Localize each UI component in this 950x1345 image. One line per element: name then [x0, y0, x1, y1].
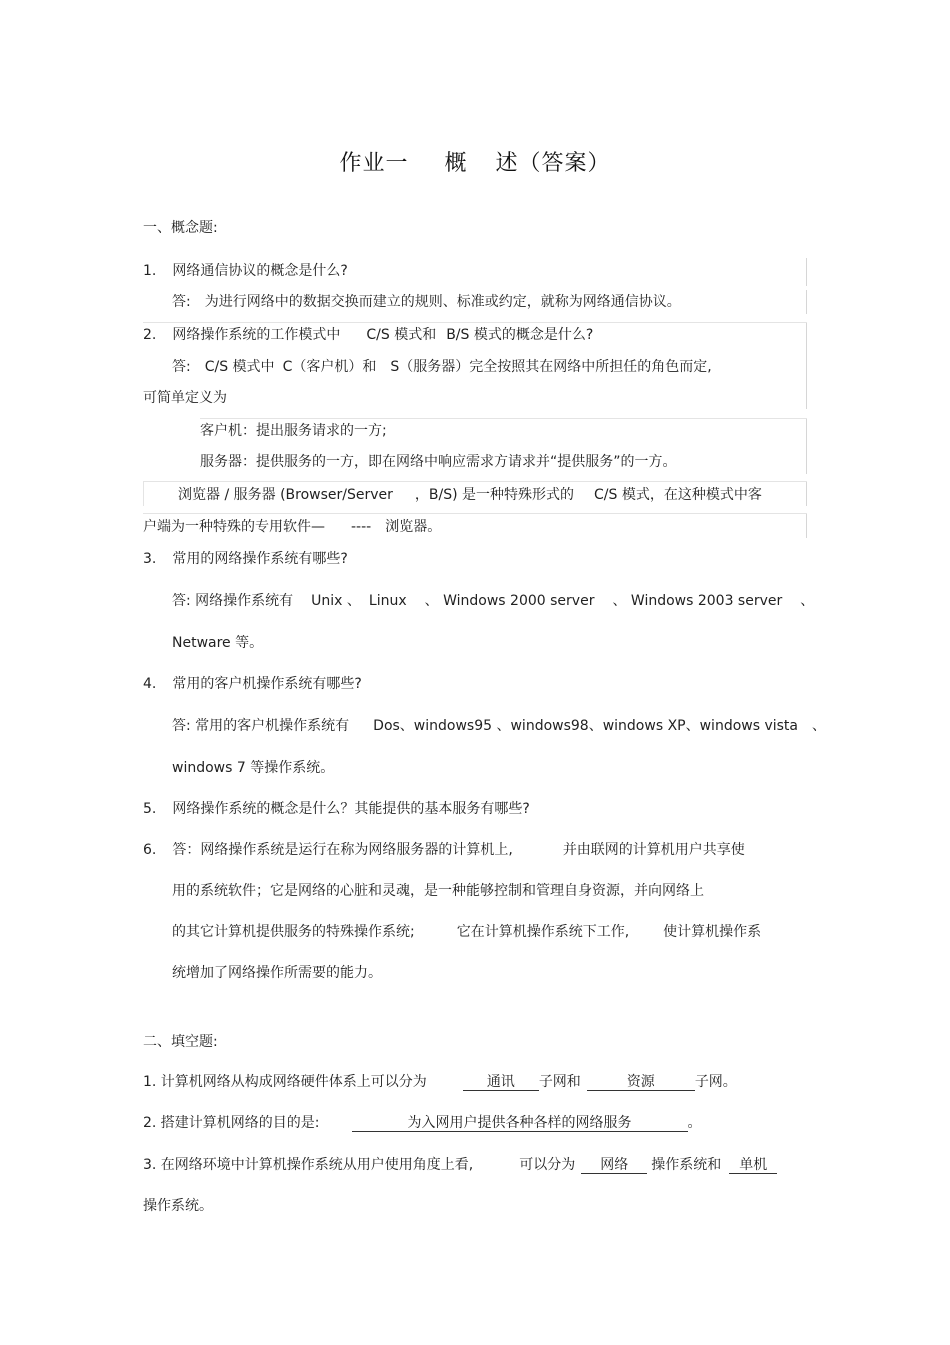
answer-2 [172, 358, 712, 376]
title-part-2: 概 [444, 151, 468, 176]
question-number: 3. [143, 551, 157, 567]
answer-text: C（客户机）和 [282, 359, 377, 375]
answer-prefix: 答: [172, 294, 191, 310]
fill-text: 操作系统和 [651, 1157, 722, 1173]
answer-text: Linux [368, 593, 407, 609]
fill-question-3-line-2: 操作系统。 [143, 1198, 213, 1214]
answer-text: 的其它计算机提供服务的特殊操作系统; [172, 924, 415, 940]
table-border [806, 419, 807, 474]
question-text: 常用的客户机操作系统有哪些? [172, 676, 362, 692]
fill-blank-answer: 资源 [587, 1074, 695, 1091]
bs-definition-line-2 [143, 518, 441, 536]
server-definition: 服务器：提供服务的一方，即在网络中响应需求方请求并“提供服务”的一方。 [200, 454, 677, 470]
bs-text: 户端为一种特殊的专用软件— [143, 519, 325, 535]
answer-text: 答: 网络操作系统有 [172, 593, 294, 609]
question-5 [143, 800, 530, 818]
fill-text: 子网和 [538, 1074, 581, 1090]
fill-text: 1. 计算机网络从构成网络硬件体系上可以分为 [143, 1074, 427, 1090]
table-border [806, 290, 807, 314]
section-2-heading: 二、填空题: [143, 1034, 218, 1050]
table-border [806, 482, 807, 506]
answer-text: 答：网络操作系统是运行在称为网络服务器的计算机上, [172, 842, 513, 858]
question-number: 6. [143, 842, 157, 858]
answer-text: S（服务器）完全按照其在网络中所担任的角色而定, [390, 359, 712, 375]
page-title [0, 150, 950, 178]
answer-3-line-2: Netware 等。 [172, 635, 264, 651]
question-text: 网络通信协议的概念是什么? [172, 263, 348, 279]
answer-text: 使计算机操作系 [663, 924, 762, 940]
question-number: 5. [143, 801, 157, 817]
answer-4 [172, 717, 826, 735]
answer-text: C/S 模式中 [204, 359, 275, 375]
answer-text: 它在计算机操作系统下工作, [456, 924, 630, 940]
fill-blank-answer: 单机 [729, 1157, 777, 1174]
question-text: 网络操作系统的概念是什么？其能提供的基本服务有哪些? [172, 801, 530, 817]
table-border [143, 481, 807, 482]
question-number: 4. [143, 676, 157, 692]
fill-text: 3. 在网络环境中计算机操作系统从用户使用角度上看, [143, 1157, 474, 1173]
answer-4-line-2: windows 7 等操作系统。 [172, 760, 335, 776]
bs-definition [178, 486, 762, 504]
question-text: 网络操作系统的工作模式中 [172, 327, 341, 343]
table-border [806, 323, 807, 409]
table-border [200, 418, 807, 419]
bs-text: 浏览器 / 服务器 (Browser/Server [178, 487, 393, 503]
answer-text: 、 Windows 2003 server [612, 593, 783, 609]
answer-text: Dos、windows95 、windows98、windows XP、windows vista [373, 718, 798, 734]
bs-text: ---- [351, 519, 372, 535]
answer-text: 答: 常用的客户机操作系统有 [172, 718, 350, 734]
answer-text: Unix 、 [311, 593, 361, 609]
answer-1 [172, 293, 681, 311]
answer-text: 、 Windows 2000 server [424, 593, 595, 609]
question-number: 2. [143, 327, 157, 343]
table-border [143, 513, 807, 514]
fill-text: 子网。 [694, 1074, 737, 1090]
bs-text: C/S 模式，在这种模式中客 [594, 487, 762, 503]
answer-3 [172, 592, 814, 610]
client-definition: 客户机：提出服务请求的一方; [200, 423, 387, 439]
table-border [806, 258, 807, 286]
fill-text: 可以分为 [519, 1157, 576, 1173]
table-border [143, 482, 144, 506]
answer-6-line-2: 用的系统软件；它是网络的心脏和灵魂，是一种能够控制和管理自身资源，并向网络上 [172, 883, 704, 899]
fill-text: 。 [687, 1115, 702, 1131]
fill-blank-answer: 网络 [581, 1157, 647, 1174]
question-1 [143, 262, 348, 280]
table-border [143, 322, 807, 323]
bs-text: 浏览器。 [385, 519, 442, 535]
title-part-3: 述（答案） [495, 151, 611, 176]
question-4 [143, 675, 362, 693]
fill-blank-answer: 为入网用户提供各种各样的网络服务 [352, 1115, 688, 1132]
question-text: C/S 模式和 [366, 327, 437, 343]
question-number: 1. [143, 263, 157, 279]
answer-prefix: 答: [172, 359, 191, 375]
answer-text: 、 [800, 593, 815, 609]
answer-text: 并由联网的计算机用户共享使 [562, 842, 745, 858]
answer-text: 为进行网络中的数据交换而建立的规则、标准或约定，就称为网络通信协议。 [204, 294, 681, 310]
bs-text: ，B/S) 是一种特殊形式的 [414, 487, 575, 503]
question-text: 常用的网络操作系统有哪些? [172, 551, 348, 567]
section-1-heading: 一、概念题: [143, 220, 218, 236]
answer-6-line-4: 统增加了网络操作所需要的能力。 [172, 965, 382, 981]
answer-text: 、 [812, 718, 826, 734]
fill-question-3 [143, 1156, 777, 1174]
answer-2-line-2: 可简单定义为 [143, 390, 227, 406]
answer-6-line-3 [172, 923, 761, 941]
fill-blank-answer: 通讯 [463, 1074, 539, 1091]
fill-text: 2. 搭建计算机网络的目的是: [143, 1115, 320, 1131]
question-6 [143, 841, 745, 859]
fill-question-2 [143, 1114, 702, 1132]
question-text: B/S 模式的概念是什么? [446, 327, 594, 343]
title-part-1: 作业一 [339, 151, 409, 176]
table-border [806, 514, 807, 538]
question-3 [143, 550, 348, 568]
fill-question-1 [143, 1073, 737, 1091]
question-2 [143, 326, 593, 344]
